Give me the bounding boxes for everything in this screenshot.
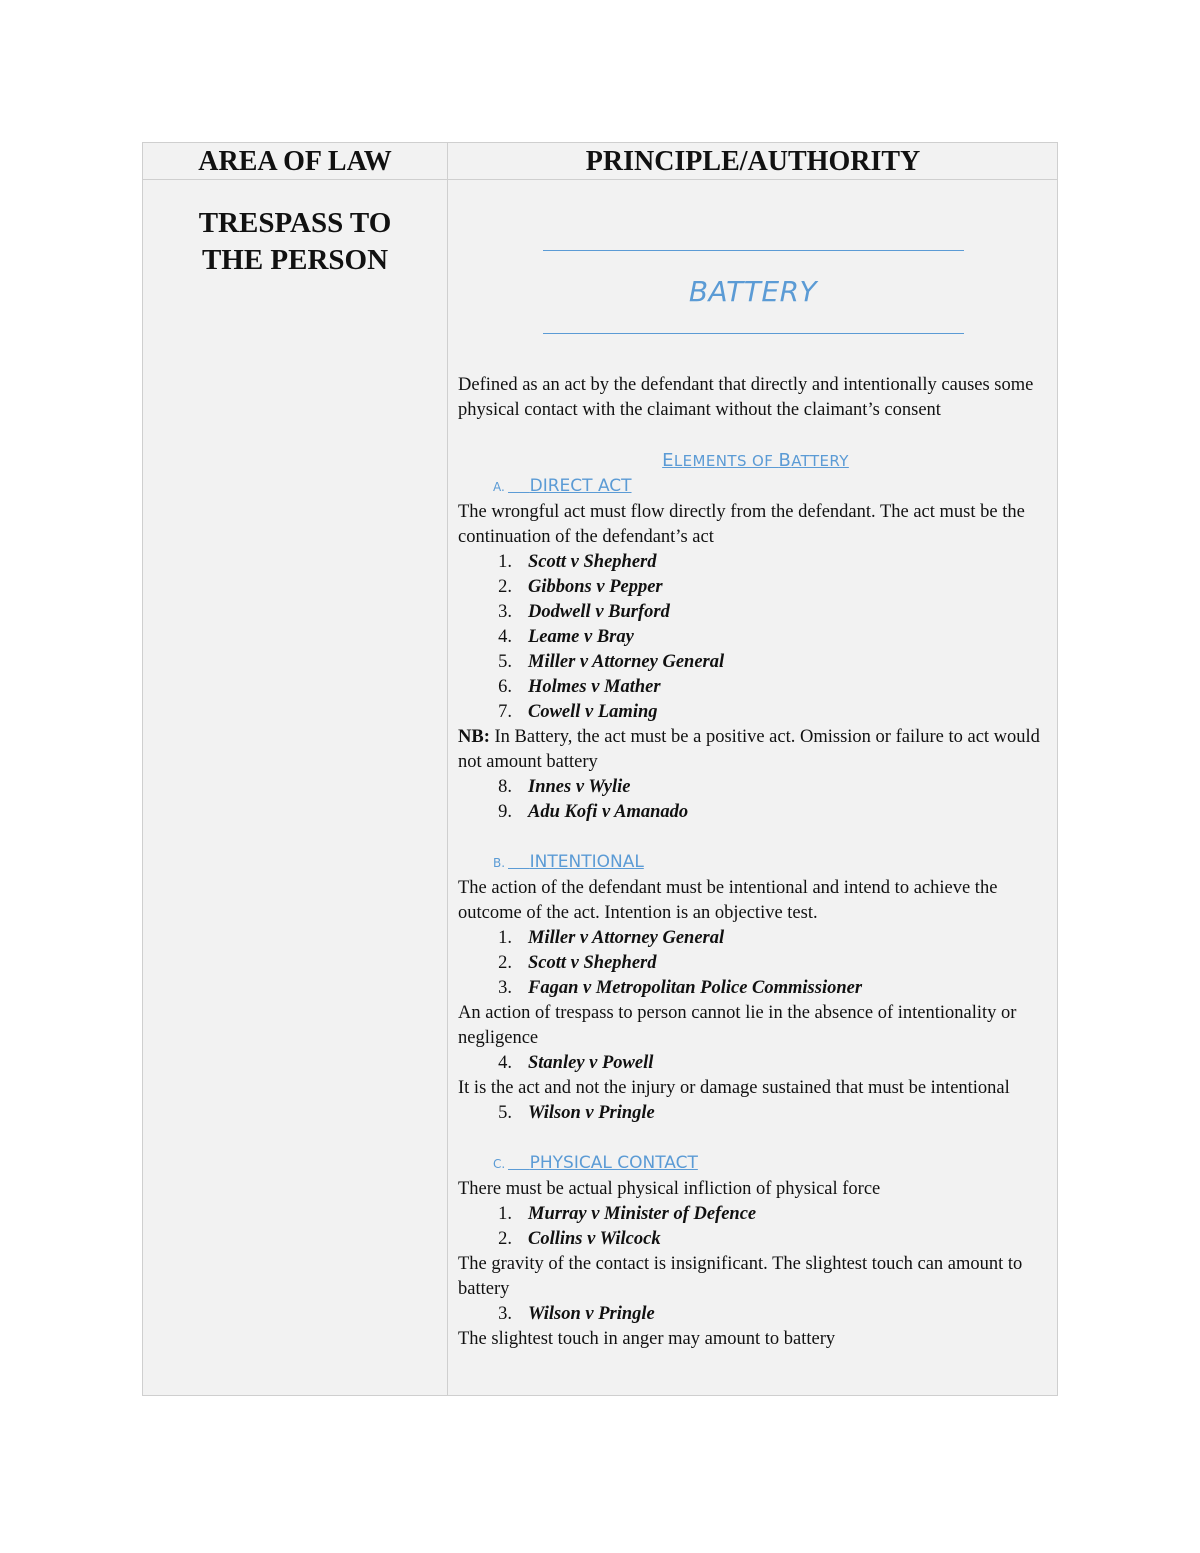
principle-content <box>458 373 1053 1352</box>
section-a-cases-2 <box>458 775 1053 825</box>
list-item: 2. Scott v Shepherd <box>498 953 657 973</box>
header-area-of-law: AREA OF LAW <box>198 146 392 177</box>
section-b-text-3: It is the act and not the injury or damage sustained that must be intentional <box>458 1078 1010 1098</box>
list-item: 4. Leame v Bray <box>498 627 634 647</box>
header-principle-authority: PRINCIPLE/AUTHORITY <box>585 146 921 177</box>
area-title <box>143 205 447 279</box>
definition-text: Defined as an act by the defendant that directly and intentionally causes some physical contact with the claimant without the claimant’s consent <box>458 375 1034 420</box>
section-c-cases <box>458 1202 1053 1252</box>
list-item: 4. Stanley v Powell <box>498 1053 654 1073</box>
section-a-note: NB: In Battery, the act must be a positive act. Omission or failure to act would not amount battery <box>458 727 1040 772</box>
section-a-text: The wrongful act must flow directly from the defendant. The act must be the continuation of the defendant’s act <box>458 502 1025 547</box>
section-c-title: PHYSICAL CONTACT <box>529 1153 698 1173</box>
section-b-cases <box>458 926 1053 1001</box>
list-item: 2. Gibbons v Pepper <box>498 577 663 597</box>
section-c-case-3 <box>458 1302 1053 1327</box>
section-b-title: INTENTIONAL <box>529 852 644 872</box>
section-b-case-4 <box>458 1051 1053 1076</box>
title-rule-top <box>543 250 964 251</box>
list-item: 1. Scott v Shepherd <box>498 552 657 572</box>
list-item: 5. Miller v Attorney General <box>498 652 725 672</box>
list-item: 2. Collins v Wilcock <box>498 1229 661 1249</box>
section-c-text-2: The gravity of the contact is insignificant. The slightest touch can amount to battery <box>458 1254 1023 1299</box>
list-item: 6. Holmes v Mather <box>498 677 661 697</box>
section-a-heading: A. DIRECT ACT <box>493 476 632 496</box>
topic-title: BATTERY <box>688 275 818 308</box>
section-a-cases <box>458 550 1053 725</box>
section-c-text: There must be actual physical infliction of physical force <box>458 1179 881 1199</box>
list-item: 1. Miller v Attorney General <box>498 928 725 948</box>
spacer <box>458 423 1053 448</box>
section-a-title: DIRECT ACT <box>529 476 632 496</box>
column-divider <box>447 143 448 1395</box>
spacer <box>458 825 1053 850</box>
list-item: 9. Adu Kofi v Amanado <box>498 802 689 822</box>
section-c-heading: C. PHYSICAL CONTACT <box>493 1153 698 1173</box>
list-item: 7. Cowell v Laming <box>498 702 658 722</box>
list-item: 8. Innes v Wylie <box>498 777 631 797</box>
list-item: 3. Fagan v Metropolitan Police Commissioner <box>498 978 863 998</box>
title-rule-bottom <box>543 333 964 334</box>
principles-table <box>142 142 1058 1396</box>
section-b-case-5 <box>458 1101 1053 1126</box>
elements-heading: ELEMENTS OF BATTERY <box>662 450 849 471</box>
list-item: 3. Wilson v Pringle <box>498 1304 655 1324</box>
area-title-line1: TRESPASS TO <box>198 207 392 239</box>
list-item: 1. Murray v Minister of Defence <box>498 1204 757 1224</box>
list-item: 5. Wilson v Pringle <box>498 1103 655 1123</box>
spacer <box>458 1126 1053 1151</box>
list-item: 3. Dodwell v Burford <box>498 602 670 622</box>
area-title-line2: THE PERSON <box>201 244 389 276</box>
section-b-text-2: An action of trespass to person cannot lie in the absence of intentionality or negligence <box>458 1003 1017 1048</box>
section-b-text: The action of the defendant must be intentional and intend to achieve the outcome of the act. Intention is an objective test. <box>458 878 998 923</box>
header-divider <box>143 179 1057 180</box>
section-c-text-3: The slightest touch in anger may amount to battery <box>458 1329 836 1349</box>
section-b-heading: B. INTENTIONAL <box>493 852 644 872</box>
